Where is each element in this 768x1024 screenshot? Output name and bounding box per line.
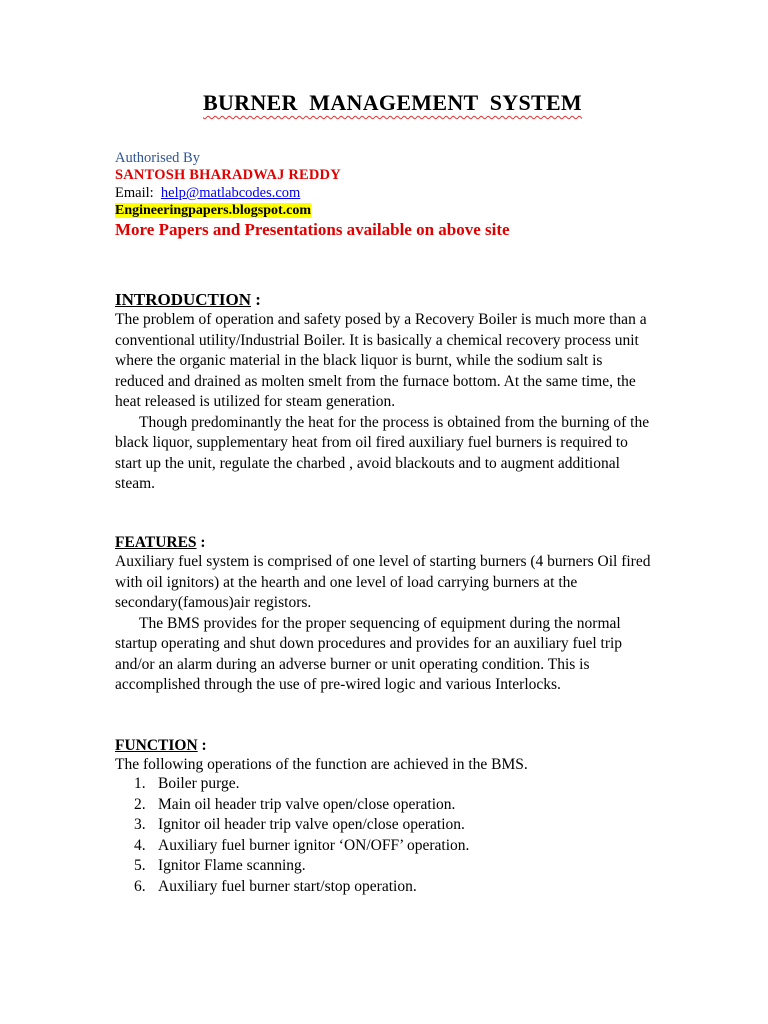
list-item-text: Auxiliary fuel burner ignitor ‘ON/OFF’ operation. <box>158 836 470 854</box>
function-list <box>134 774 469 897</box>
introduction-heading-label: INTRODUCTION <box>115 290 252 309</box>
list-item-text: Auxiliary fuel burner start/stop operation. <box>158 877 417 895</box>
email-label: Email: <box>115 185 161 201</box>
introduction-paragraph-1: The problem of operation and safety posed by a Recovery Boiler is much more than a conventional utility/Industrial Boiler. It is basically a chemical recovery process unit where the organic material in the black liquor is burnt, while the sodium salt is reduced and drained as molten smelt from the furnace bottom. At the same time, the heat released is utilized for steam generation. <box>115 311 647 410</box>
blog-line <box>115 200 311 221</box>
list-item-number: 4. <box>134 836 146 854</box>
list-item-number: 1. <box>134 775 146 792</box>
function-heading <box>115 736 207 756</box>
list-item-text: Main oil header trip valve open/close operation. <box>158 795 456 813</box>
list-item-number: 2. <box>134 795 146 813</box>
introduction-section <box>115 310 655 495</box>
features-paragraph-1: Auxiliary fuel system is comprised of one level of starting burners (4 burners Oil fired with oil ignitors) at the hearth and one level of load carrying burners at the secondary(famous)air registors. <box>115 553 651 611</box>
introduction-paragraph-2: Though predominantly the heat for the process is obtained from the burning of the black liquor, supplementary heat from oil fired auxiliary fuel burners is required to start up the unit, regulate the charbed , avoid blackouts and to augment additional steam. <box>115 413 650 492</box>
promo-text: More Papers and Presentations available on above site <box>115 220 510 239</box>
features-paragraph-2: The BMS provides for the proper sequencing of equipment during the normal startup operating and shut down procedures and provides for an auxiliary fuel trip and/or an alarm during an adverse burner or unit operating condition. This is accomplished through the use of pre-wired logic and various Interlocks. <box>115 614 623 693</box>
document-title: BURNER MANAGEMENT SYSTEM <box>203 90 582 115</box>
authored-by-label: Authorised By <box>115 150 200 166</box>
blog-link[interactable]: Engineeringpapers.blogspot.com <box>115 203 312 218</box>
introduction-heading <box>115 290 261 310</box>
list-item-number: 3. <box>134 816 146 833</box>
list-item <box>134 856 469 877</box>
function-heading-label: FUNCTION <box>115 737 198 754</box>
list-item-text: Ignitor oil header trip valve open/close operation. <box>158 816 465 833</box>
author-name: SANTOSH BHARADWAJ REDDY <box>115 167 341 183</box>
features-heading <box>115 533 206 553</box>
introduction-heading-colon: : <box>251 290 261 309</box>
list-item-text: Ignitor Flame scanning. <box>158 857 306 874</box>
features-heading-colon: : <box>196 534 206 551</box>
list-item <box>134 836 469 857</box>
email-link[interactable]: help@matlabcodes.com <box>160 185 301 201</box>
list-item <box>134 795 469 816</box>
list-item-number: 5. <box>134 857 146 874</box>
list-item <box>134 774 469 795</box>
function-heading-colon: : <box>197 737 207 754</box>
list-item-text: Boiler purge. <box>158 775 240 792</box>
list-item <box>134 815 469 836</box>
features-section <box>115 552 655 696</box>
list-item <box>134 877 469 898</box>
features-heading-label: FEATURES <box>115 534 197 551</box>
function-intro: The following operations of the function are achieved in the BMS. <box>115 756 528 773</box>
list-item-number: 6. <box>134 877 146 895</box>
